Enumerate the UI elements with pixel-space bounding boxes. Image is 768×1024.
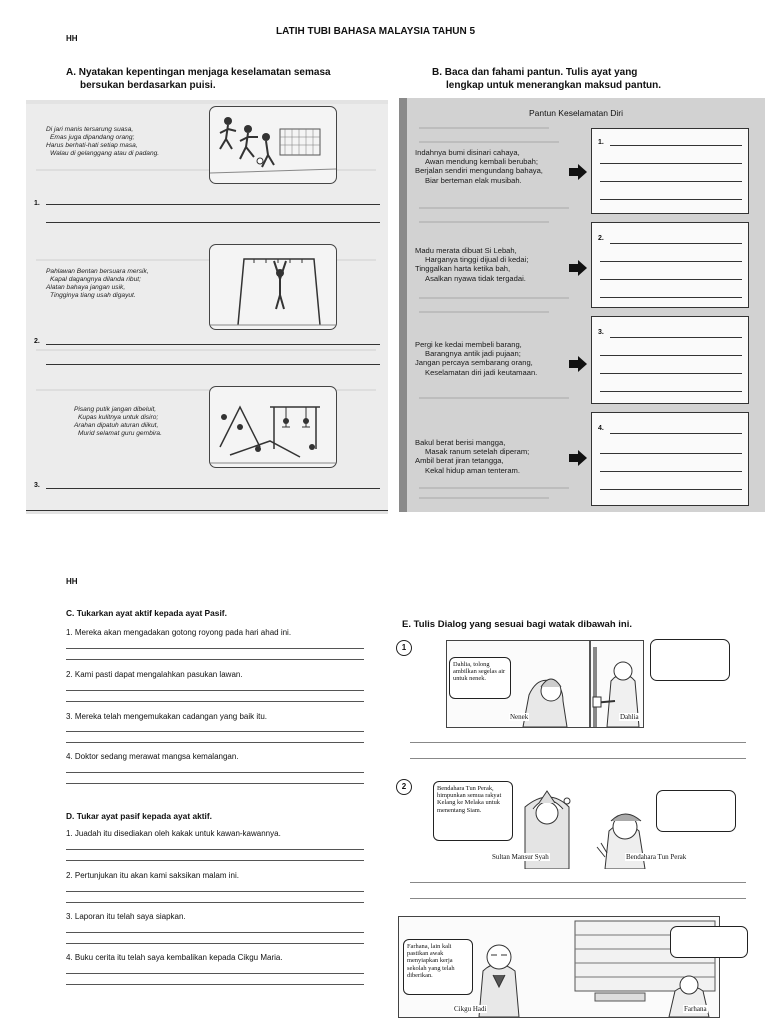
poem-3-line-2: Kupas kulitnya untuk disiro; (78, 414, 159, 421)
e2-answer-line-a[interactable] (410, 882, 746, 883)
d2-answer-line-b[interactable] (66, 902, 364, 903)
poem-2-line-3: Alatan bahaya jangan usik, (46, 284, 126, 291)
poem-2 (46, 268, 149, 300)
comic-1-name-left: Nenek (510, 713, 529, 721)
e1-answer-line-b[interactable] (410, 758, 746, 759)
c1-answer-line-b[interactable] (66, 659, 364, 660)
box-number-1: 1. (598, 139, 604, 146)
e1-answer-line-a[interactable] (410, 742, 746, 743)
poem-3-line-3: Arahan dipatuh aturan diikut, (74, 422, 159, 429)
section-c-heading: C. Tukarkan ayat aktif kepada ayat Pasif. (66, 608, 227, 618)
poem-2-line-4: Tingginya tiang usah digayut. (50, 292, 136, 299)
section-a-scan (26, 100, 388, 514)
section-c-item-4: 4. Doktor sedang merawat mangsa kemalangan. (66, 752, 239, 761)
section-b-heading (432, 66, 661, 92)
section-b-scan (399, 98, 765, 512)
comic-2-empty-bubble[interactable] (656, 790, 736, 832)
comic-1-empty-bubble[interactable] (650, 639, 730, 681)
section-b-heading-line1: B. Baca dan fahami pantun. Tulis ayat yang (432, 67, 638, 78)
answer-number-3: 3. (34, 482, 40, 489)
comic-2-name-right: Bendahara Tun Perak (626, 853, 687, 861)
c2-answer-line-a[interactable] (66, 690, 364, 691)
pantun-3-line-1: Pergi ke kedai membeli barang, (415, 340, 522, 349)
poem-3-line-1: Pisang putik jangan dibeluit, (74, 406, 157, 413)
section-b-heading-line2: lengkap untuk menerangkan maksud pantun. (446, 80, 662, 91)
answer-line-2a[interactable] (46, 344, 380, 345)
pantun-4-line-4: Kekal hidup aman tenteram. (425, 465, 520, 475)
pantun-4-line-2: Masak ranum setelah diperam; (425, 447, 530, 457)
pantun-2-line-1: Madu merata dibuat Si Lebah, (415, 246, 517, 255)
poem-3-line-4: Murid selamat guru gembira. (78, 430, 162, 437)
section-d-item-1: 1. Juadah itu disediakan oleh kakak untuk kawan-kawannya. (66, 829, 281, 838)
c3-answer-line-a[interactable] (66, 731, 364, 732)
d1-answer-line-a[interactable] (66, 849, 364, 850)
comic-number-2: 2 (396, 779, 412, 795)
comic-3-empty-bubble[interactable] (670, 926, 748, 958)
pantun-1-line-1: Indahnya bumi disinari cahaya, (415, 148, 520, 157)
answer-line-1b[interactable] (46, 222, 380, 223)
d3-answer-line-a[interactable] (66, 932, 364, 933)
pantun-1-line-2: Awan mendung kembali berubah; (425, 157, 538, 167)
pantun-4-line-3: Ambil berat jiran tetangga, (415, 456, 504, 466)
page2-hh-label: HH (66, 577, 78, 586)
c4-answer-line-b[interactable] (66, 783, 364, 784)
football-illustration (209, 106, 337, 184)
pantun-1-line-4: Biar berteman elak musibah. (425, 175, 522, 185)
arrow-right-icon-3 (569, 356, 587, 372)
comic-number-1: 1 (396, 640, 412, 656)
section-d-heading: D. Tukar ayat pasif kepada ayat aktif. (66, 811, 213, 821)
comic-panel-1 (446, 640, 644, 728)
poem-1 (46, 126, 159, 158)
pantun-2-line-3: Tinggalkan harta ketika bah, (415, 264, 511, 274)
section-d-item-2: 2. Pertunjukan itu akan kami saksikan malam ini. (66, 871, 239, 880)
c2-answer-line-b[interactable] (66, 701, 364, 702)
section-a-heading-line2: bersukan berdasarkan puisi. (80, 80, 216, 91)
box-number-4: 4. (598, 425, 604, 432)
poem-1-line-1: Di jari manis tersarung suasa, (46, 126, 134, 133)
c1-answer-line-a[interactable] (66, 648, 364, 649)
comic-1-name-right: Dahlia (620, 713, 639, 721)
poem-2-line-1: Pahlawan Bentan bersuara mersik, (46, 268, 149, 275)
poem-1-line-4: Walau di gelanggang atau di padang. (50, 150, 160, 157)
page1-hh-label: HH (66, 34, 78, 43)
poem-1-line-3: Harus berhati-hati setiap masa, (46, 142, 138, 149)
pantun-answer-box-4[interactable] (591, 412, 749, 506)
pantun-3-line-2: Barangnya antik jadi pujaan; (425, 349, 521, 359)
answer-line-3b[interactable] (26, 510, 388, 511)
arrow-right-icon-4 (569, 450, 587, 466)
section-c-item-3: 3. Mereka telah mengemukakan cadangan yang baik itu. (66, 712, 268, 721)
pantun-answer-box-2[interactable] (591, 222, 749, 308)
pantun-3-line-4: Keselamatan diri jadi keutamaan. (425, 367, 538, 377)
pantun-1-line-3: Berjalan sendiri mengundang bahaya, (415, 166, 543, 176)
e2-answer-line-b[interactable] (410, 898, 746, 899)
worksheet-title: LATIH TUBI BAHASA MALAYSIA TAHUN 5 (276, 26, 476, 37)
answer-number-2: 2. (34, 338, 40, 345)
poem-1-line-2: Emas juga dipandang orang; (50, 134, 135, 141)
section-e-heading: E. Tulis Dialog yang sesuai bagi watak dibawah ini. (402, 619, 632, 630)
box-number-3: 3. (598, 329, 604, 336)
c3-answer-line-b[interactable] (66, 742, 364, 743)
comic-3-name-right: Farhana (684, 1005, 707, 1013)
d3-answer-line-b[interactable] (66, 943, 364, 944)
pantun-2-line-4: Asalkan nyawa tidak tergadai. (425, 273, 526, 283)
pantun-title: Pantun Keselamatan Diri (529, 108, 624, 118)
poem-3 (74, 406, 162, 438)
comic-1-speech: Dahlia, tolong ambilkan segelas air untuk nenek. (449, 657, 511, 699)
arrow-right-icon-1 (569, 164, 587, 180)
answer-number-1: 1. (34, 200, 40, 207)
arrow-right-icon-2 (569, 260, 587, 276)
pantun-2 (415, 246, 528, 283)
d4-answer-line-b[interactable] (66, 984, 364, 985)
box-number-2: 2. (598, 235, 604, 242)
comic-3-name-left: Cikgu Hadi (454, 1005, 487, 1013)
d1-answer-line-b[interactable] (66, 860, 364, 861)
section-d-item-4: 4. Buku cerita itu telah saya kembalikan kepada Cikgu Maria. (66, 953, 283, 962)
playground-illustration (209, 386, 337, 468)
pantun-2-line-2: Harganya tinggi dijual di kedai; (425, 255, 529, 265)
section-d-item-3: 3. Laporan itu telah saya siapkan. (66, 912, 186, 921)
pantun-1 (415, 148, 543, 185)
answer-line-3a[interactable] (46, 488, 380, 489)
d4-answer-line-a[interactable] (66, 973, 364, 974)
pantun-answer-box-3[interactable] (591, 316, 749, 404)
section-a-heading-line1: A. Nyatakan kepentingan menjaga keselamatan semasa (66, 67, 331, 78)
section-a-heading (66, 66, 331, 92)
pantun-4 (415, 438, 529, 475)
answer-line-1a[interactable] (46, 204, 380, 205)
d2-answer-line-a[interactable] (66, 891, 364, 892)
poem-2-line-2: Kapal dagangnya dilanda ribut; (50, 276, 141, 283)
answer-line-2b[interactable] (46, 364, 380, 365)
pantun-answer-box-1[interactable] (591, 128, 749, 214)
pantun-3 (415, 340, 537, 377)
pantun-4-line-1: Bakul berat berisi mangga, (415, 438, 506, 447)
pantun-3-line-3: Jangan percaya sembarang orang, (415, 358, 533, 368)
c4-answer-line-a[interactable] (66, 772, 364, 773)
section-c-item-1: 1. Mereka akan mengadakan gotong royong pada hari ahad ini. (66, 628, 292, 637)
comic-2-speech: Bendahara Tun Perak, himpunkan semua rakyat Kelang ke Melaka untuk menentang Siam. (433, 781, 513, 841)
comic-3-speech: Farhana, lain kali pastikan awak menyiapkan kerja sekolah yang telah diberikan. (403, 939, 473, 995)
monkey-bars-illustration (209, 244, 337, 330)
section-c-item-2: 2. Kami pasti dapat mengalahkan pasukan lawan. (66, 670, 243, 679)
comic-2-name-left: Sultan Mansur Syah (492, 853, 549, 861)
